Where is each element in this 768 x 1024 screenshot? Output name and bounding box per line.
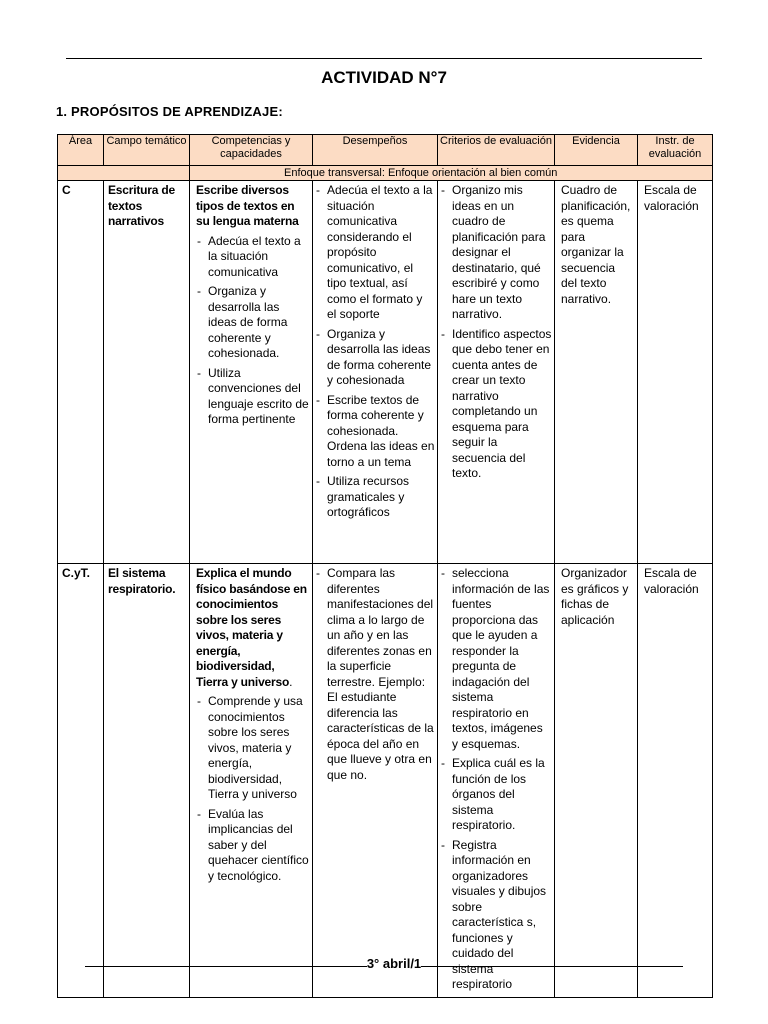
top-rule [66, 58, 702, 59]
evidencia-cell [555, 564, 638, 998]
criterio-item: - Organizo mis ideas en un cuadro de planificación para designar el destinatario, qué escribiré y como hare un texto narrativo. [438, 183, 552, 323]
enfoque-row [58, 166, 713, 181]
footer-rule-left [85, 965, 367, 967]
header-criterios: Criterios de evaluación [438, 135, 555, 166]
capacidad-item: - Utiliza convenciones del lenguaje escrito de forma pertinente [190, 366, 310, 428]
evidencia-text: Cuadro de planificación, es quema para organizar la secuencia del texto narrativo. [561, 183, 631, 306]
capacidad-item: - Organiza y desarrolla las ideas de forma coherente y cohesionada. [190, 284, 310, 362]
header-row [58, 135, 713, 166]
header-competencias: Competencias y capacidades [190, 135, 313, 166]
desempenos-cell [313, 181, 438, 564]
desempeno-item: - Organiza y desarrolla las ideas de forma coherente y cohesionada [313, 327, 435, 389]
competencias-cell [190, 181, 313, 564]
table-row [58, 181, 713, 564]
learning-purposes-table [57, 134, 713, 998]
page-title: ACTIVIDAD N°7 [321, 68, 447, 87]
criterio-item: - Explica cuál es la función de los órganos del sistema respiratorio. [438, 756, 552, 834]
desempeno-item: - Utiliza recursos gramaticales y ortográficos [313, 474, 435, 521]
competencia-text: Explica el mundo físico basándose en conocimientos sobre los seres vivos, materia y energía, biodiversidad, Tierra y universo [196, 566, 307, 689]
desempenos-cell [313, 564, 438, 998]
instrumento-cell [638, 564, 713, 998]
evidencia-text: Organizador es gráficos y fichas de aplicación [561, 566, 629, 627]
capacidad-item: - Evalúa las implicancias del saber y del quehacer científico y tecnológico. [190, 807, 310, 885]
enfoque-transversal: Enfoque transversal: Enfoque orientación al bien común [190, 166, 713, 181]
criterio-item: - Identifico aspectos que debo tener en cuenta antes de crear un texto narrativo completando un esquema para seguir la secuencia del texto. [438, 327, 552, 482]
section-title: 1. PROPÓSITOS DE APRENDIZAJE: [56, 104, 283, 119]
competencia-title: Escribe diversos tipos de textos en su lengua materna [196, 183, 299, 228]
area-cell: C.yT. [58, 564, 104, 998]
footer-text: 3° abril/1 [366, 956, 422, 971]
campo-cell: Escritura de textos narrativos [104, 181, 190, 564]
instrumento-cell [638, 181, 713, 564]
capacidad-item: - Adecúa el texto a la situación comunicativa [190, 234, 310, 281]
desempeno-item: - Adecúa el texto a la situación comunicativa considerando el propósito comunicativo, el tipo textual, así como el formato y el soporte [313, 183, 435, 323]
area-cell: C [58, 181, 104, 564]
footer [0, 956, 768, 971]
header-area: Área [58, 135, 104, 166]
capacidad-item: - Comprende y usa conocimientos sobre los seres vivos, materia y energía, biodiversidad, Tierra y universo [190, 694, 310, 803]
instrumento-text: Escala de valoración [644, 566, 699, 596]
header-desempenos: Desempeños [313, 135, 438, 166]
desempeno-item: - Compara las diferentes manifestaciones del clima a lo largo de un año y en las diferentes zonas en la superficie terrestre. Ejemplo: El estudiante diferencia las características de la época del año en que llueve y otra en que no. [313, 566, 435, 783]
instrumento-text: Escala de valoración [644, 183, 699, 213]
competencias-cell [190, 564, 313, 998]
desempeno-item: - Escribe textos de forma coherente y cohesionada. Ordena las ideas en torno a un tema [313, 393, 435, 471]
criterios-cell [438, 181, 555, 564]
criterio-item: - Registra información en organizadores visuales y dibujos sobre característica s, funciones y cuidado del sistema respiratorio [438, 838, 552, 993]
header-campo: Campo temático [104, 135, 190, 166]
campo-cell: El sistema respiratorio. [104, 564, 190, 998]
header-evidencia: Evidencia [555, 135, 638, 166]
criterios-cell [438, 564, 555, 998]
criterio-item: - selecciona información de las fuentes proporciona das que le ayuden a responder la pregunta de indagación del sistema respiratorio en textos, imágenes y esquemas. [438, 566, 552, 752]
evidencia-cell [555, 181, 638, 564]
competencia-suffix: . [289, 674, 293, 689]
competencia-title [190, 564, 312, 690]
table-row [58, 564, 713, 998]
footer-rule-right [421, 965, 683, 967]
header-instrumento: Instr. de evaluación [638, 135, 713, 166]
